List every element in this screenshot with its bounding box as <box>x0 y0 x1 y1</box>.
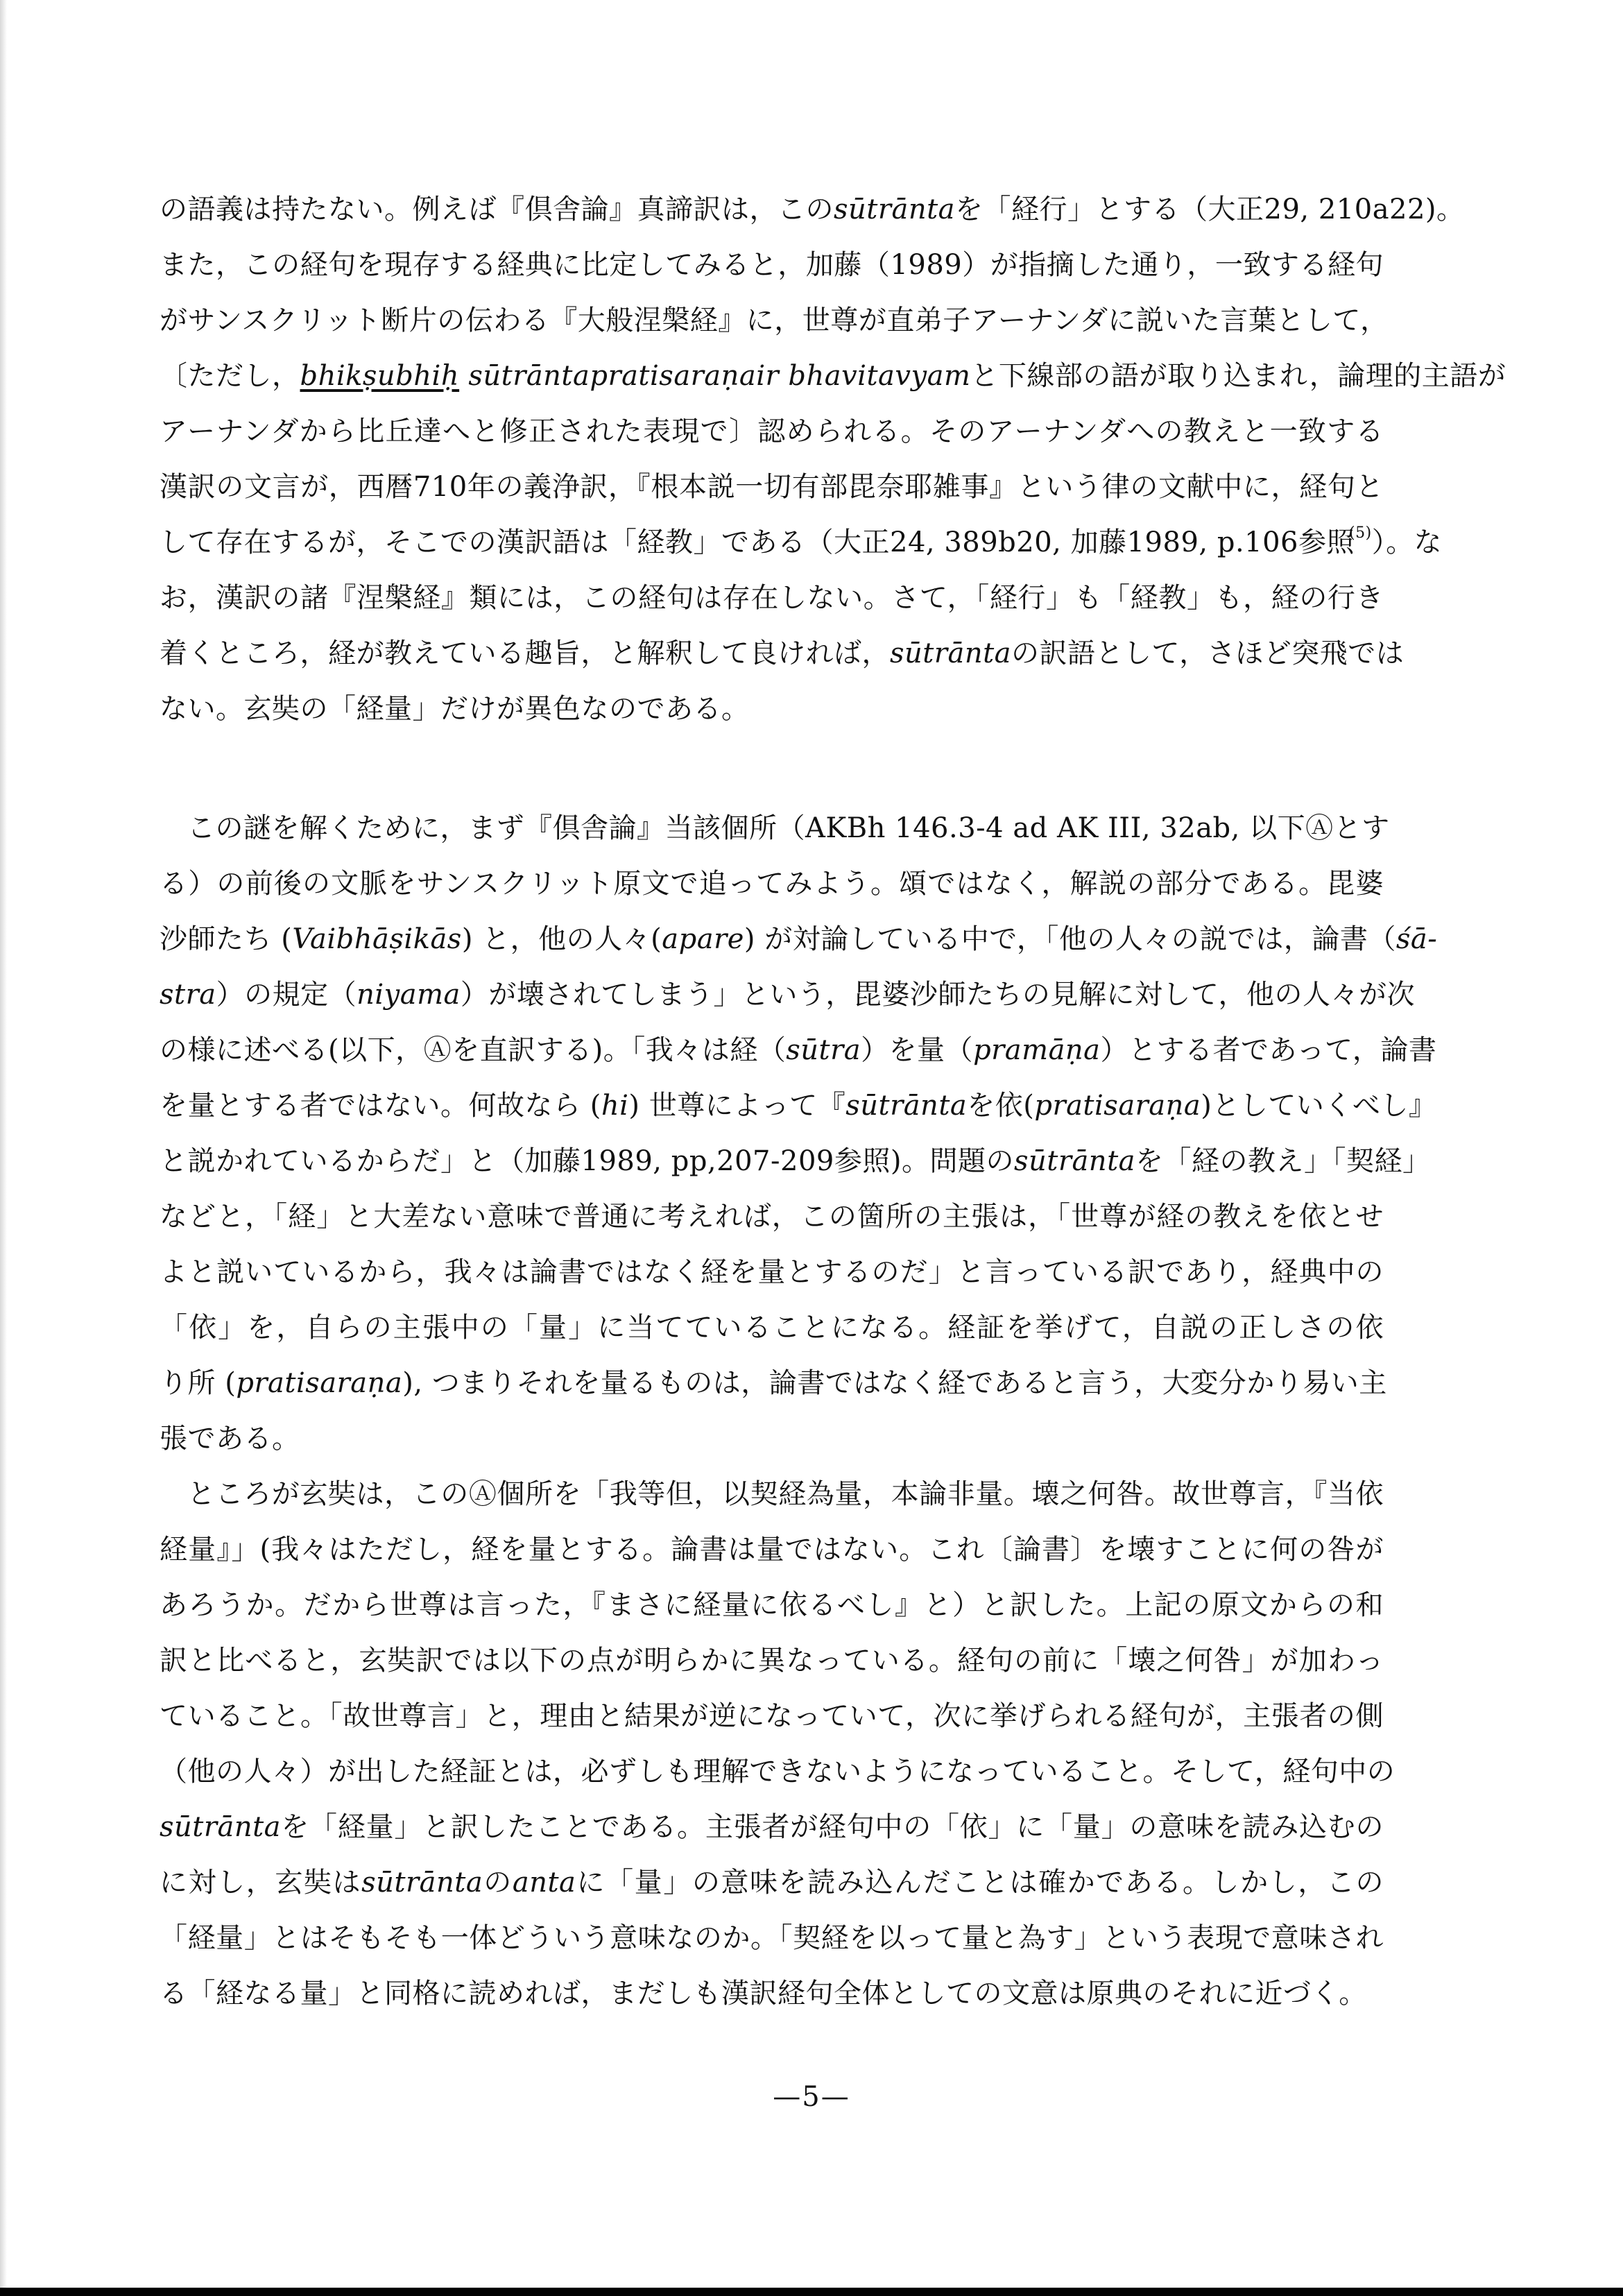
text-line <box>160 404 1384 459</box>
text-line <box>160 293 1389 348</box>
text-line <box>160 1744 1396 1799</box>
text-segment: ）の規定（ <box>216 979 357 1011</box>
sanskrit-term: hi <box>601 1090 629 1122</box>
text-line <box>160 237 1384 293</box>
text-line <box>160 1966 1384 2021</box>
text-segment: 〔ただし， <box>160 360 300 392</box>
sanskrit-term: sūtrānta <box>160 1811 282 1843</box>
text-segment: を「経量」と訳したことである。主張者が経句中の「依」に「量」の意味を読み込むの <box>281 1811 1384 1843</box>
text-line <box>160 182 1465 237</box>
text-segment: 張である。 <box>160 1423 300 1455</box>
paragraph-gap <box>160 737 1384 800</box>
text-line <box>160 1411 1384 1466</box>
text-line <box>160 1522 1384 1577</box>
sanskrit-term: pratisaraṇa <box>236 1367 403 1399</box>
sanskrit-term: Vaibhāṣikās <box>292 923 462 955</box>
text-line <box>160 1577 1384 1633</box>
sanskrit-term: apare <box>662 923 744 955</box>
text-segment: を「経の教え」「契経」 <box>1135 1145 1431 1177</box>
sanskrit-term: sūtrānta <box>834 194 956 225</box>
text-segment: ない。玄奘の「経量」だけが異色なのである。 <box>160 693 750 725</box>
text-segment: と説かれているからだ」と（加藤1989, pp,207-209参照)。問題の <box>160 1145 1014 1177</box>
text-segment: 着くところ，経が教えている趣旨，と解釈して良ければ， <box>160 637 890 669</box>
sanskrit-term: sūtrāntapratisaraṇair bhavitavyam <box>468 360 971 392</box>
bottom-edge-bar <box>0 2288 1623 2296</box>
sanskrit-term: pratisaraṇa <box>1034 1090 1201 1122</box>
text-line <box>160 459 1384 515</box>
text-segment: に対し，玄奘は <box>160 1867 362 1899</box>
text-segment: 訳と比べると，玄奘訳では以下の点が明らかに異なっている。経句の前に「壊之何咎」が加わっ <box>160 1645 1384 1677</box>
text-line <box>160 1189 1384 1244</box>
text-line <box>160 1133 1431 1189</box>
text-segment: などと，「経」と大差ない意味で普通に考えれば，この箇所の主張は，「世尊が経の教えを依とせ <box>160 1201 1384 1233</box>
text-segment: ), つまりそれを量るものは，論書ではなく経であると言う，大変分かり易い主 <box>402 1367 1387 1399</box>
text-segment: して存在するが，そこでの漢訳語は「経教」である（大正24, 389b20, 加藤1989, p.106参照 <box>160 526 1355 558</box>
sanskrit-term: stra <box>160 979 216 1011</box>
text-segment: ）を量（ <box>861 1034 974 1066</box>
sanskrit-term: pramāṇa <box>973 1034 1101 1066</box>
text-segment: お，漢訳の諸『涅槃経』類には，この経句は存在しない。さて，「経行」も「経教」も，経の行き <box>160 582 1384 614</box>
text-segment: の様に述べる(以下，Ⓐを直訳する)。「我々は経（ <box>160 1034 787 1066</box>
paragraph-2 <box>160 800 1438 1466</box>
text-segment: ) が対論している中で，「他の人々の説では，論書（ <box>744 923 1396 955</box>
text-segment: ) 世尊によって『 <box>628 1090 846 1122</box>
text-segment: 経量』」(我々はただし，経を量とする。論書は量ではない。これ〔論書〕を壊すことに何の咎が <box>160 1534 1384 1566</box>
text-line <box>160 348 1506 404</box>
footnote-marker: (5) <box>1349 524 1372 542</box>
text-line <box>160 856 1384 911</box>
text-segment: ていること。「故世尊言」と，理由と結果が逆になっていて，次に挙げられる経句が，主張者の側 <box>160 1700 1384 1732</box>
text-line <box>160 1022 1437 1078</box>
text-line <box>160 1300 1384 1355</box>
text-segment: を量とする者ではない。何故なら ( <box>160 1090 601 1122</box>
text-segment: を依( <box>967 1090 1035 1122</box>
text-segment: ）。な <box>1371 526 1443 558</box>
text-line <box>160 967 1416 1022</box>
text-segment: ）が壊されてしまう」という，毘婆沙師たちの見解に対して，他の人々が次 <box>460 979 1416 1011</box>
text-segment: の <box>483 1867 513 1899</box>
text-line <box>160 1355 1387 1411</box>
text-line <box>160 1244 1384 1300</box>
page-body <box>160 182 1506 2021</box>
text-segment: と下線部の語が取り込まれ，論理的主語が <box>970 360 1506 392</box>
text-segment: がサンスクリット断片の伝わる『大般涅槃経』に，世尊が直弟子アーナンダに説いた言葉として， <box>160 305 1389 336</box>
sanskrit-term: niyama <box>357 979 461 1011</box>
text-line <box>160 1688 1384 1744</box>
text-segment: り所 ( <box>160 1367 237 1399</box>
sanskrit-term: sūtrānta <box>1013 1145 1135 1177</box>
text-line <box>160 1078 1437 1133</box>
text-segment: あろうか。だから世尊は言った，『まさに経量に依るべし』と）と訳した。上記の原文からの和 <box>160 1589 1384 1621</box>
sanskrit-term: śā- <box>1396 923 1438 955</box>
text-segment: る「経なる量」と同格に読めれば，まだしも漢訳経句全体としての文意は原典のそれに近づく。 <box>160 1978 1367 2010</box>
text-segment: よと説いているから，我々は論書ではなく経を量とするのだ」と言っている訳であり，経典中の <box>160 1256 1384 1288</box>
text-line <box>160 911 1438 967</box>
sanskrit-term: anta <box>512 1867 576 1899</box>
text-segment: この謎を解くために，まず『倶舎論』当該個所（AKBh 146.3-4 ad AK III, 32ab, 以下Ⓐとす <box>187 812 1390 844</box>
text-segment: 「経量」とはそもそも一体どういう意味なのか。「契経を以って量と為す」という表現で意味され <box>160 1922 1384 1954</box>
text-line <box>160 1633 1384 1688</box>
text-segment: ）とする者であって，論書 <box>1100 1034 1437 1066</box>
sanskrit-term: sūtrānta <box>890 637 1012 669</box>
sanskrit-term: sūtrānta <box>845 1090 968 1122</box>
text-line <box>160 515 1443 570</box>
page-number: —5— <box>773 2081 850 2113</box>
scan-edge-shadow <box>0 0 7 2296</box>
text-segment: （他の人々）が出した経証とは，必ずしも理解できないようになっていること。そして，経句中の <box>160 1756 1396 1788</box>
text-line <box>160 1910 1384 1966</box>
text-line <box>160 626 1405 681</box>
text-segment: 漢訳の文言が，西暦710年の義浄訳，『根本説一切有部毘奈耶雑事』という律の文献中に，経句と <box>160 471 1384 503</box>
text-line <box>160 1466 1384 1522</box>
text-segment: 沙師たち ( <box>160 923 293 955</box>
text-segment: )としていくべし』 <box>1201 1090 1437 1122</box>
text-segment: を「経行」とする（大正29, 210a22)。 <box>955 194 1465 225</box>
text-segment: る）の前後の文脈をサンスクリット原文で追ってみよう。頌ではなく，解説の部分である。毘婆 <box>160 868 1384 900</box>
text-segment: ) と，他の人々( <box>461 923 662 955</box>
text-segment: また，この経句を現存する経典に比定してみると，加藤（1989）が指摘した通り，一致する経句 <box>160 249 1384 281</box>
text-segment: アーナンダから比丘達へと修正された表現で〕認められる。そのアーナンダへの教えと一致する <box>160 415 1384 447</box>
paragraph-1 <box>160 182 1506 737</box>
sanskrit-term: sūtra <box>786 1034 861 1066</box>
sanskrit-term: bhikṣubhiḥ <box>300 360 460 392</box>
text-segment: に「量」の意味を読み込んだことは確かである。しかし，この <box>576 1867 1384 1899</box>
text-line <box>160 1855 1384 1910</box>
text-segment: ところが玄奘は，このⒶ個所を「我等但，以契経為量，本論非量。壊之何咎。故世尊言，『当依 <box>187 1478 1384 1510</box>
text-line <box>160 800 1390 856</box>
sanskrit-term: sūtrānta <box>361 1867 483 1899</box>
text-line <box>160 570 1384 626</box>
text-line <box>160 1799 1384 1855</box>
text-segment: 「依」を，自らの主張中の「量」に当てていることになる。経証を挙げて，自説の正しさの依 <box>160 1312 1384 1344</box>
text-segment: の語義は持たない。例えば『倶舎論』真諦訳は，この <box>160 194 834 225</box>
text-segment: の訳語として，さほど突飛では <box>1011 637 1405 669</box>
text-segment <box>459 360 468 392</box>
paragraph-3 <box>160 1466 1396 2021</box>
text-line <box>160 681 1384 737</box>
